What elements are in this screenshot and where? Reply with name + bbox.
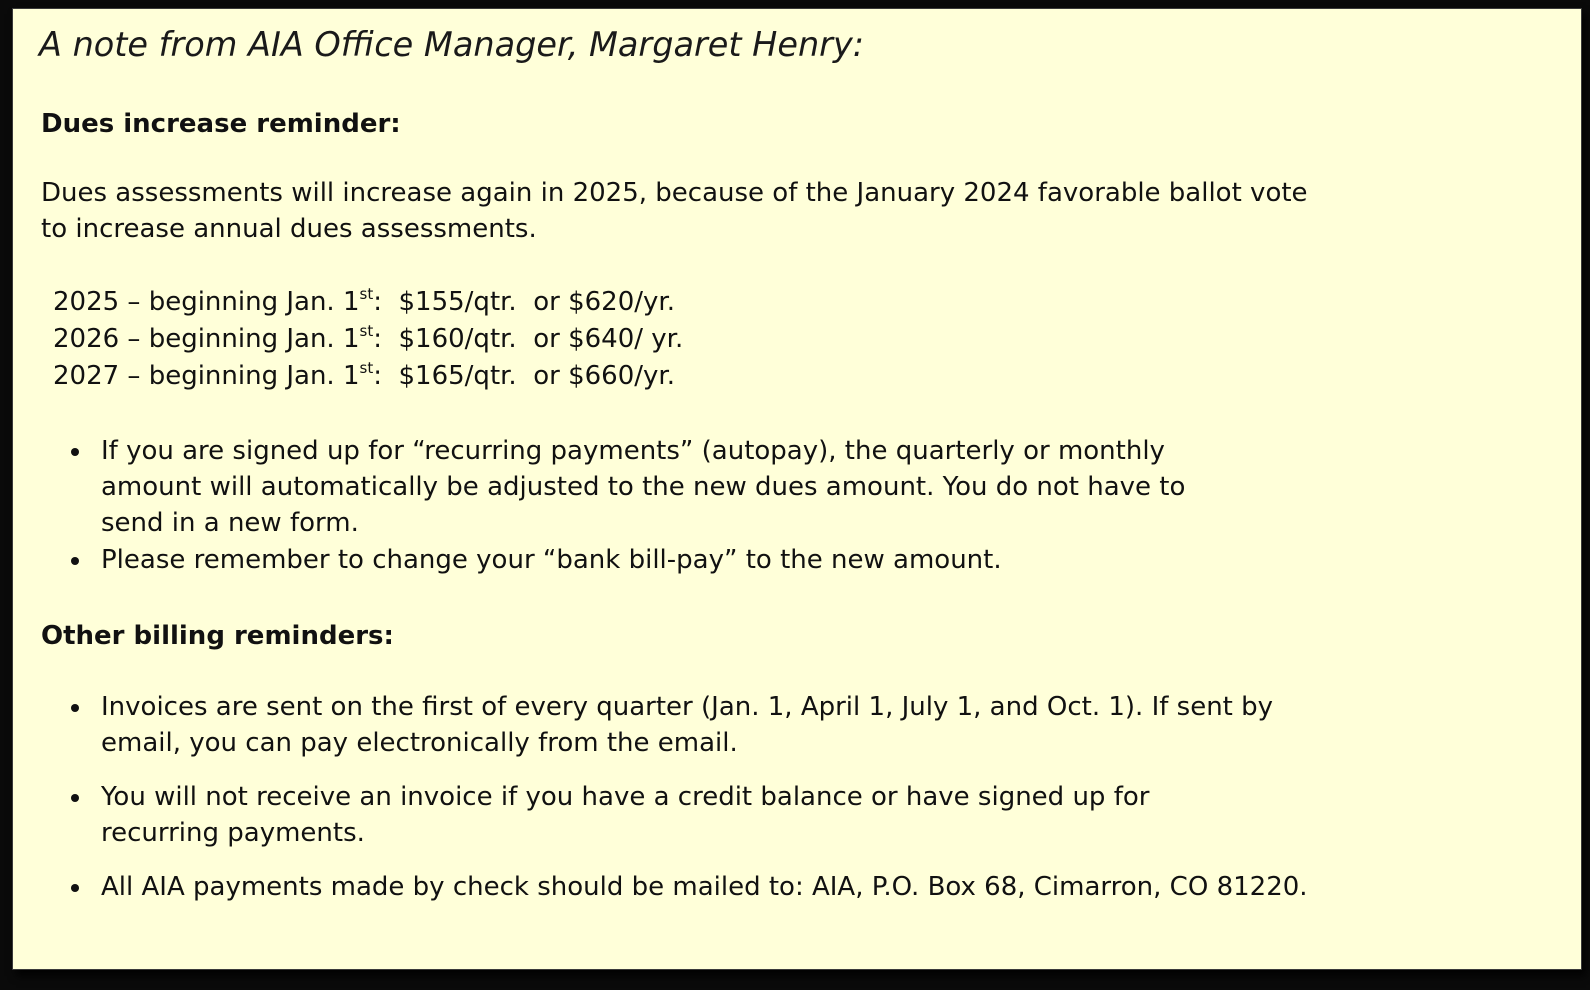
bullet-icon <box>71 794 79 802</box>
dues-rate-row <box>53 287 675 317</box>
rate-year: 2026 <box>53 324 120 354</box>
rate-amounts: : $160/qtr. or $640/ yr. <box>373 324 684 354</box>
rate-year: 2027 <box>53 361 120 391</box>
rate-begin: – beginning Jan. 1 <box>119 361 360 391</box>
billing-heading: Other billing reminders: <box>41 621 394 651</box>
rate-amounts: : $165/qtr. or $660/yr. <box>373 361 675 391</box>
bullet-text: Please remember to change your “bank bill-pay” to the new amount. <box>101 545 1002 575</box>
list-item <box>71 869 1308 905</box>
dues-rate-row <box>53 324 683 354</box>
rate-ordinal: st <box>359 322 374 340</box>
rate-year: 2025 <box>53 287 120 317</box>
list-item <box>71 689 1273 761</box>
dues-intro <box>41 175 1308 247</box>
rate-amounts: : $155/qtr. or $620/yr. <box>373 287 675 317</box>
dues-intro-line: Dues assessments will increase again in 2025, because of the January 2024 favorable ballot vote <box>41 178 1308 208</box>
note-card <box>12 8 1582 970</box>
bullet-text: email, you can pay electronically from the email. <box>101 728 738 758</box>
dues-intro-line: to increase annual dues assessments. <box>41 214 537 244</box>
bullet-text: If you are signed up for “recurring payments” (autopay), the quarterly or monthly <box>101 436 1165 466</box>
bullet-icon <box>71 448 79 456</box>
bullet-icon <box>71 557 79 565</box>
bullet-text: You will not receive an invoice if you have a credit balance or have signed up for <box>101 782 1150 812</box>
bullet-text: All AIA payments made by check should be mailed to: AIA, P.O. Box 68, Cimarron, CO 81220. <box>101 872 1308 902</box>
list-item <box>71 779 1149 851</box>
bullet-text: amount will automatically be adjusted to the new dues amount. You do not have to <box>101 472 1186 502</box>
rate-ordinal: st <box>359 285 374 303</box>
bullet-text: send in a new form. <box>101 508 359 538</box>
dues-rate-row <box>53 361 675 391</box>
bullet-text: recurring payments. <box>101 818 365 848</box>
list-item <box>71 433 1185 541</box>
bullet-icon <box>71 704 79 712</box>
bullet-text: Invoices are sent on the first of every quarter (Jan. 1, April 1, July 1, and Oct. 1). If sent by <box>101 692 1274 722</box>
bullet-icon <box>71 884 79 892</box>
note-title: A note from AIA Office Manager, Margaret Henry: <box>39 25 865 64</box>
rate-ordinal: st <box>359 359 374 377</box>
rate-begin: – beginning Jan. 1 <box>119 287 360 317</box>
dues-heading: Dues increase reminder: <box>41 109 401 139</box>
list-item <box>71 542 1002 578</box>
rate-begin: – beginning Jan. 1 <box>119 324 360 354</box>
